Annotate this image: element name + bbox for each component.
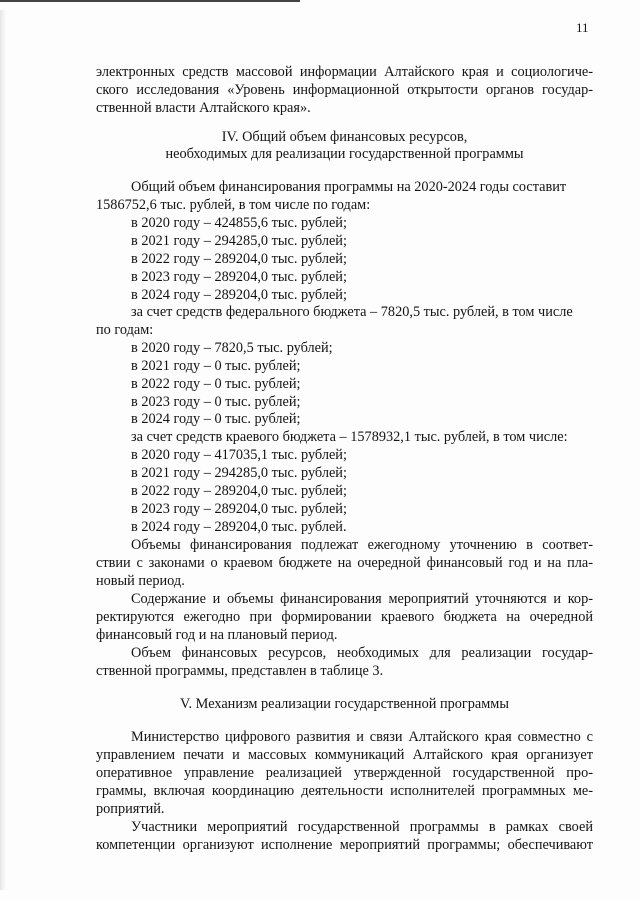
scan-edge-shadow (0, 10, 6, 890)
federal-year-item: в 2020 году – 7820,5 тыс. рублей; (131, 340, 333, 356)
participants-paragraph-line: Участники мероприятий государственной программы в рамках своей (131, 819, 593, 835)
federal-year-item: в 2021 году – 0 тыс. рублей; (131, 358, 301, 374)
intro-line: электронных средств массовой информации Алтайского края и социологиче- (96, 64, 593, 80)
table-ref-paragraph-line: ственной программы, представлен в таблице 3. (96, 663, 384, 679)
federal-year-item: в 2023 году – 0 тыс. рублей; (131, 394, 301, 410)
regional-year-item: в 2023 году – 289204,0 тыс. рублей; (131, 501, 347, 517)
page-number: 11 (576, 20, 589, 35)
total-year-item: в 2023 году – 289204,0 тыс. рублей; (131, 269, 347, 285)
ministry-paragraph-line: управлением печати и массовых коммуникаций Алтайского края организует (96, 747, 593, 763)
section-4-heading-line-2: необходимых для реализации государственной программы (165, 146, 524, 162)
total-financing-line: 1586752,6 тыс. рублей, в том числе по годам: (96, 197, 371, 213)
ministry-paragraph-line: роприятий. (96, 801, 165, 817)
content-paragraph-line: Содержание и объемы финансирования мероприятий уточняются и кор- (131, 591, 593, 607)
regional-year-item: в 2021 году – 294285,0 тыс. рублей; (131, 465, 347, 481)
ministry-paragraph-line: граммы, включая координацию деятельности исполнителей программных ме- (96, 783, 593, 799)
volumes-paragraph-line: ствии с законами о краевом бюджете на очередной финансовый год и на пла- (96, 555, 593, 571)
federal-year-item: в 2024 году – 0 тыс. рублей; (131, 411, 301, 427)
content-paragraph-line: финансовый год и на плановый период. (96, 627, 338, 643)
ministry-paragraph-line: Министерство цифрового развития и связи Алтайского края совместно с (131, 729, 593, 745)
total-year-item: в 2022 году – 289204,0 тыс. рублей; (131, 251, 347, 267)
volumes-paragraph-line: новый период. (96, 573, 185, 589)
participants-paragraph-line: компетенции организуют исполнение мероприятий программы; обеспечивают (96, 837, 593, 853)
total-year-item: в 2024 году – 289204,0 тыс. рублей; (131, 287, 347, 303)
section-5-heading: V. Механизм реализации государственной программы (180, 696, 509, 712)
top-rule-line (0, 0, 300, 2)
total-financing-line: Общий объем финансирования программы на 2020-2024 годы составит (131, 179, 567, 195)
content-paragraph-line: ректируются ежегодно при формировании краевого бюджета на очередной (96, 609, 593, 625)
regional-year-item: в 2022 году – 289204,0 тыс. рублей; (131, 483, 347, 499)
table-ref-paragraph-line: Объем финансовых ресурсов, необходимых для реализации государ- (131, 645, 593, 661)
regional-budget-line: за счет средств краевого бюджета – 1578932,1 тыс. рублей, в том числе: (131, 429, 568, 445)
ministry-paragraph-line: оперативное управление реализацией утвержденной государственной про- (96, 765, 593, 781)
volumes-paragraph-line: Объемы финансирования подлежат ежегодному уточнению в соответ- (131, 537, 593, 553)
total-year-item: в 2020 году – 424855,6 тыс. рублей; (131, 215, 347, 231)
federal-year-item: в 2022 году – 0 тыс. рублей; (131, 376, 301, 392)
section-4-heading-line-1: IV. Общий объем финансовых ресурсов, (221, 129, 468, 145)
total-year-item: в 2021 году – 294285,0 тыс. рублей; (131, 233, 347, 249)
federal-budget-line: за счет средств федерального бюджета – 7820,5 тыс. рублей, в том числе (131, 304, 573, 320)
intro-line: ского исследования «Уровень информационной открытости органов государ- (96, 82, 593, 98)
federal-budget-line: по годам: (96, 322, 154, 338)
regional-year-item: в 2020 году – 417035,1 тыс. рублей; (131, 447, 347, 463)
intro-line: ственной власти Алтайского края». (96, 100, 311, 116)
regional-year-item: в 2024 году – 289204,0 тыс. рублей. (131, 519, 347, 535)
